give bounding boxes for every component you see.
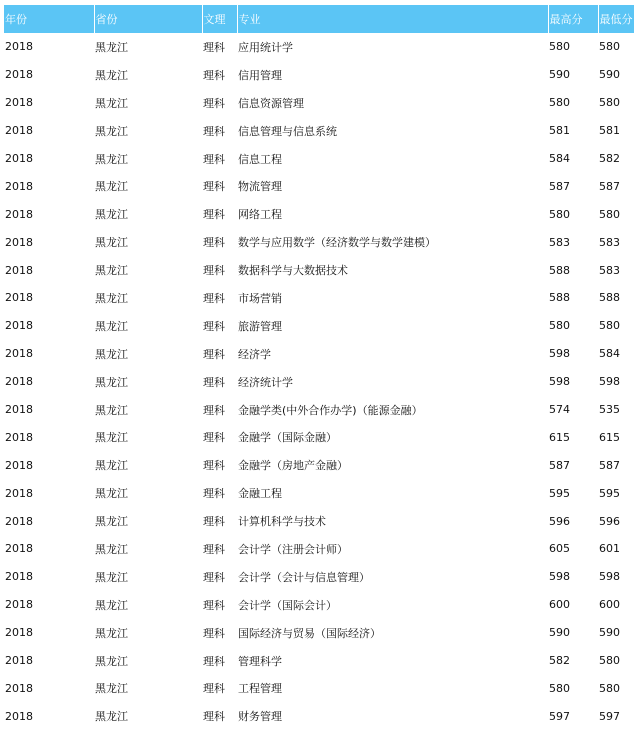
cell-category: 理科	[203, 124, 225, 138]
cell-year: 2018	[5, 458, 33, 472]
cell-max-score: 615	[549, 430, 570, 444]
cell-max-score: 587	[549, 458, 570, 472]
cell-max-score: 583	[549, 235, 570, 249]
table-row	[4, 647, 634, 675]
cell-year: 2018	[5, 570, 33, 584]
cell-min-score: 580	[599, 681, 620, 695]
cell-max-score: 588	[549, 291, 570, 305]
cell-category: 理科	[203, 152, 225, 166]
cell-year: 2018	[5, 68, 33, 82]
cell-max-score: 584	[549, 152, 570, 165]
cell-major: 会计学（国际会计）	[238, 598, 337, 612]
cell-province: 黑龙江	[95, 710, 128, 724]
cell-province: 黑龙江	[95, 570, 128, 584]
cell-max-score: 590	[549, 68, 570, 82]
cell-province: 黑龙江	[95, 96, 128, 110]
cell-major: 金融学（国际金融）	[238, 431, 337, 445]
cell-category: 理科	[203, 487, 225, 501]
cell-min-score: 587	[599, 458, 620, 472]
cell-min-score: 598	[599, 570, 620, 584]
cell-year: 2018	[5, 96, 33, 110]
cell-min-score: 580	[599, 654, 620, 668]
table-row	[4, 619, 634, 647]
cell-min-score: 582	[599, 152, 620, 165]
cell-year: 2018	[5, 654, 33, 668]
cell-category: 理科	[203, 459, 225, 473]
cell-min-score: 584	[599, 347, 620, 361]
cell-year: 2018	[5, 486, 33, 500]
cell-max-score: 596	[549, 514, 570, 528]
cell-category: 理科	[203, 710, 225, 724]
header-province: 省份	[94, 5, 202, 33]
cell-province: 黑龙江	[95, 542, 128, 556]
header-major: 专业	[237, 5, 548, 33]
table-row	[4, 312, 634, 340]
table-row	[4, 563, 634, 591]
header-max-score: 最高分	[548, 5, 598, 33]
cell-major: 金融学类(中外合作办学)（能源金融）	[238, 403, 423, 417]
cell-major: 经济统计学	[238, 375, 293, 389]
cell-max-score: 580	[549, 681, 570, 695]
cell-category: 理科	[203, 375, 225, 389]
cell-province: 黑龙江	[95, 375, 128, 389]
cell-category: 理科	[203, 542, 225, 556]
cell-min-score: 588	[599, 291, 620, 305]
cell-province: 黑龙江	[95, 152, 128, 166]
cell-category: 理科	[203, 654, 225, 668]
cell-major: 管理科学	[238, 654, 282, 668]
cell-max-score: 600	[549, 598, 570, 612]
cell-max-score: 598	[549, 375, 570, 389]
cell-year: 2018	[5, 124, 33, 138]
table-row	[4, 117, 634, 145]
cell-year: 2018	[5, 179, 33, 193]
cell-major: 金融工程	[238, 487, 282, 501]
cell-major: 计算机科学与技术	[238, 515, 326, 529]
cell-year: 2018	[5, 263, 33, 277]
cell-year: 2018	[5, 626, 33, 640]
cell-province: 黑龙江	[95, 291, 128, 305]
cell-max-score: 595	[549, 486, 570, 500]
cell-province: 黑龙江	[95, 598, 128, 612]
cell-category: 理科	[203, 626, 225, 640]
cell-major: 数学与应用数学（经济数学与数学建模）	[238, 236, 436, 250]
table-row	[4, 33, 634, 61]
cell-major: 信用管理	[238, 68, 282, 82]
cell-max-score: 580	[549, 319, 570, 333]
cell-major: 国际经济与贸易（国际经济）	[238, 626, 381, 640]
cell-min-score: 580	[599, 96, 620, 110]
cell-max-score: 574	[549, 403, 570, 417]
cell-province: 黑龙江	[95, 264, 128, 278]
cell-major: 会计学（会计与信息管理）	[238, 570, 370, 584]
cell-year: 2018	[5, 430, 33, 444]
cell-max-score: 582	[549, 654, 570, 668]
cell-min-score: 597	[599, 709, 620, 723]
cell-max-score: 580	[549, 96, 570, 110]
cell-province: 黑龙江	[95, 459, 128, 473]
cell-province: 黑龙江	[95, 68, 128, 82]
cell-year: 2018	[5, 40, 33, 54]
cell-category: 理科	[203, 570, 225, 584]
header-category: 文理	[202, 5, 237, 33]
table-row	[4, 702, 634, 730]
cell-category: 理科	[203, 236, 225, 250]
cell-max-score: 580	[549, 207, 570, 221]
cell-min-score: 583	[599, 235, 620, 249]
cell-min-score: 615	[599, 430, 620, 444]
cell-min-score: 596	[599, 514, 620, 528]
cell-year: 2018	[5, 542, 33, 556]
cell-min-score: 587	[599, 179, 620, 193]
cell-max-score: 581	[549, 124, 570, 138]
cell-major: 财务管理	[238, 710, 282, 724]
table-row	[4, 61, 634, 89]
cell-major: 信息管理与信息系统	[238, 124, 337, 138]
cell-province: 黑龙江	[95, 515, 128, 529]
cell-max-score: 590	[549, 626, 570, 640]
cell-max-score: 598	[549, 347, 570, 361]
cell-min-score: 595	[599, 486, 620, 500]
cell-min-score: 598	[599, 375, 620, 389]
table-row	[4, 674, 634, 702]
cell-major: 经济学	[238, 347, 271, 361]
cell-major: 数据科学与大数据技术	[238, 264, 348, 278]
cell-year: 2018	[5, 347, 33, 361]
cell-year: 2018	[5, 207, 33, 221]
cell-max-score: 598	[549, 570, 570, 584]
table-row	[4, 535, 634, 563]
cell-min-score: 590	[599, 68, 620, 82]
table-row	[4, 172, 634, 200]
cell-year: 2018	[5, 375, 33, 389]
cell-category: 理科	[203, 319, 225, 333]
table-row	[4, 340, 634, 368]
cell-min-score: 580	[599, 207, 620, 221]
cell-max-score: 588	[549, 263, 570, 277]
table-row	[4, 368, 634, 396]
table-row	[4, 284, 634, 312]
cell-year: 2018	[5, 681, 33, 695]
cell-min-score: 600	[599, 598, 620, 612]
cell-year: 2018	[5, 152, 33, 165]
cell-category: 理科	[203, 431, 225, 445]
cell-category: 理科	[203, 598, 225, 612]
cell-max-score: 597	[549, 709, 570, 723]
cell-province: 黑龙江	[95, 487, 128, 501]
cell-province: 黑龙江	[95, 319, 128, 333]
table-row	[4, 423, 634, 451]
cell-category: 理科	[203, 96, 225, 110]
cell-max-score: 580	[549, 40, 570, 54]
cell-year: 2018	[5, 403, 33, 417]
table-row	[4, 89, 634, 117]
cell-major: 信息资源管理	[238, 96, 304, 110]
cell-year: 2018	[5, 514, 33, 528]
cell-major: 金融学（房地产金融）	[238, 459, 348, 473]
cell-province: 黑龙江	[95, 654, 128, 668]
cell-category: 理科	[203, 264, 225, 278]
cell-province: 黑龙江	[95, 682, 128, 696]
cell-year: 2018	[5, 598, 33, 612]
cell-major: 物流管理	[238, 180, 282, 194]
cell-year: 2018	[5, 291, 33, 305]
table-row	[4, 479, 634, 507]
table-row	[4, 200, 634, 228]
cell-category: 理科	[203, 347, 225, 361]
cell-year: 2018	[5, 319, 33, 333]
cell-min-score: 601	[599, 542, 620, 556]
table-row	[4, 145, 634, 173]
cell-major: 信息工程	[238, 152, 282, 166]
cell-major: 应用统计学	[238, 40, 293, 54]
cell-major: 会计学（注册会计师）	[238, 542, 348, 556]
table-row	[4, 451, 634, 479]
cell-min-score: 581	[599, 124, 620, 138]
header-row	[4, 5, 634, 33]
cell-province: 黑龙江	[95, 208, 128, 222]
table-row	[4, 396, 634, 424]
cell-category: 理科	[203, 208, 225, 222]
cell-major: 市场营销	[238, 291, 282, 305]
cell-year: 2018	[5, 709, 33, 723]
cell-min-score: 535	[599, 403, 620, 417]
cell-min-score: 580	[599, 40, 620, 54]
cell-min-score: 580	[599, 319, 620, 333]
cell-category: 理科	[203, 682, 225, 696]
table-row	[4, 591, 634, 619]
table-row	[4, 507, 634, 535]
cell-max-score: 587	[549, 179, 570, 193]
cell-category: 理科	[203, 515, 225, 529]
cell-province: 黑龙江	[95, 403, 128, 417]
cell-major: 旅游管理	[238, 319, 282, 333]
cell-major: 网络工程	[238, 208, 282, 222]
cell-province: 黑龙江	[95, 124, 128, 138]
cell-province: 黑龙江	[95, 236, 128, 250]
cell-province: 黑龙江	[95, 626, 128, 640]
header-min-score: 最低分	[598, 5, 634, 33]
cell-category: 理科	[203, 291, 225, 305]
cell-min-score: 583	[599, 263, 620, 277]
cell-max-score: 605	[549, 542, 570, 556]
table-row	[4, 256, 634, 284]
cell-category: 理科	[203, 180, 225, 194]
cell-year: 2018	[5, 235, 33, 249]
cell-province: 黑龙江	[95, 347, 128, 361]
table-row	[4, 228, 634, 256]
admission-scores-table	[4, 5, 634, 730]
cell-province: 黑龙江	[95, 40, 128, 54]
cell-province: 黑龙江	[95, 180, 128, 194]
cell-category: 理科	[203, 40, 225, 54]
cell-category: 理科	[203, 68, 225, 82]
cell-min-score: 590	[599, 626, 620, 640]
cell-category: 理科	[203, 403, 225, 417]
header-year: 年份	[4, 5, 94, 33]
cell-major: 工程管理	[238, 682, 282, 696]
cell-province: 黑龙江	[95, 431, 128, 445]
